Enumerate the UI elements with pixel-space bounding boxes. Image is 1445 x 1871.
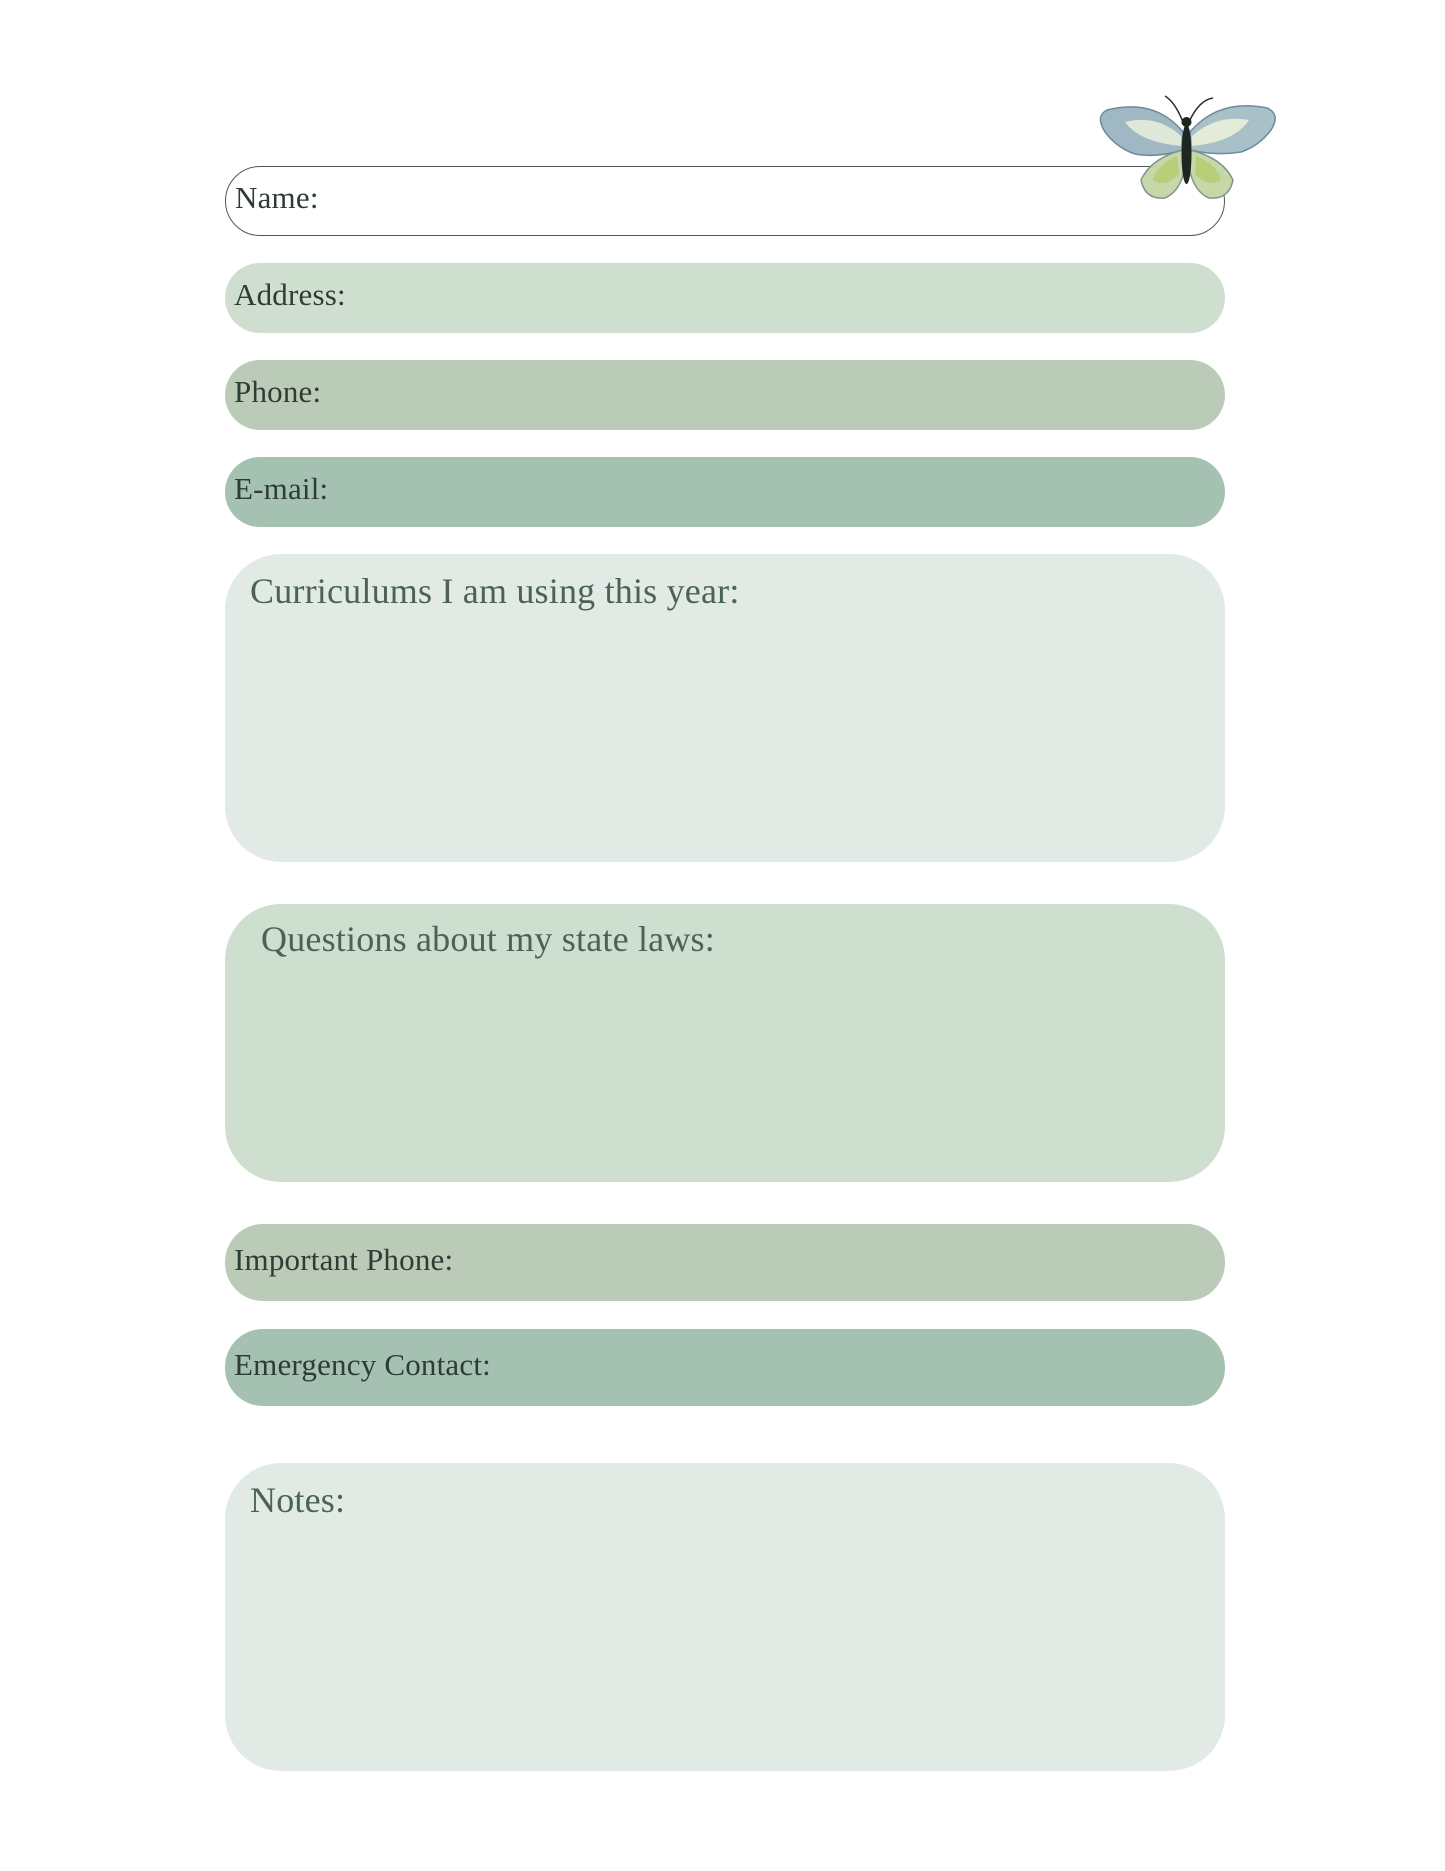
email-label: E-mail: [234,471,329,506]
butterfly-icon [1095,92,1280,212]
address-field[interactable] [225,263,1225,333]
emergency-contact-field[interactable] [225,1329,1225,1406]
important-phone-field[interactable] [225,1224,1225,1301]
curriculums-label: Curriculums I am using this year: [250,571,740,611]
phone-field[interactable] [225,360,1225,430]
notes-label: Notes: [250,1480,346,1520]
notes-box[interactable] [225,1463,1225,1771]
state-laws-questions-label: Questions about my state laws: [261,919,715,959]
name-field[interactable] [225,166,1225,236]
curriculums-box[interactable] [225,554,1225,862]
email-field[interactable] [225,457,1225,527]
address-label: Address: [234,277,346,312]
important-phone-label: Important Phone: [234,1242,454,1277]
state-laws-questions-box[interactable] [225,904,1225,1182]
emergency-contact-label: Emergency Contact: [234,1347,491,1382]
phone-label: Phone: [234,374,322,409]
name-label: Name: [235,180,319,215]
